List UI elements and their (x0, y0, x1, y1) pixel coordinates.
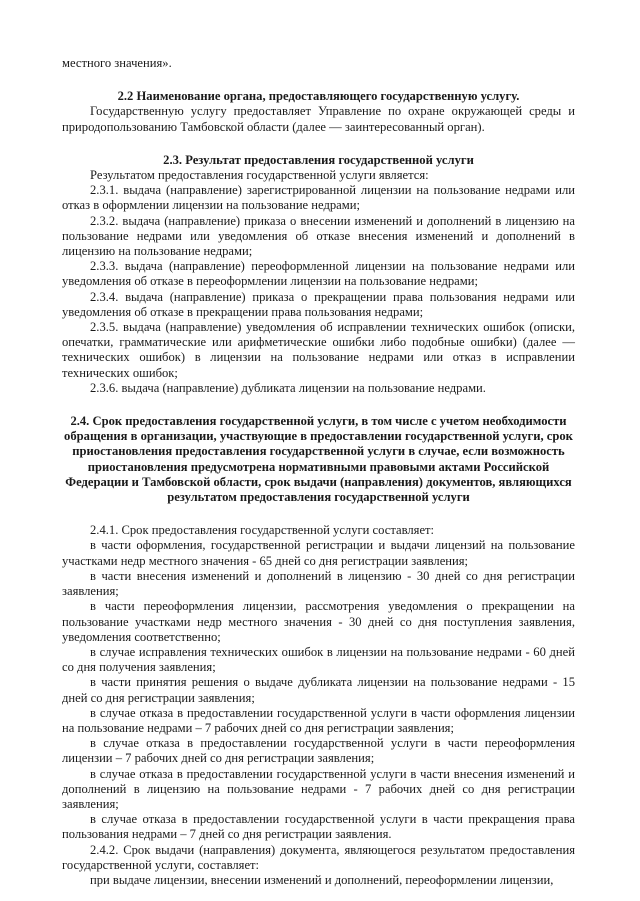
list-item: в случае отказа в предоставлении государственной услуги в части прекращения права пользования недрами – 7 дней со дня регистрации заявления. (62, 812, 575, 842)
list-item-2-3-2: 2.3.2. выдача (направление) приказа о внесении изменений и дополнений в лицензию на пользование недрами или уведомления об отказе внесения изменений и дополнений в лицензию на пользование недрами; (62, 213, 575, 259)
list-item-2-3-4: 2.3.4. выдача (направление) приказа о прекращении права пользования недрами или уведомления об отказе в прекращении права пользования недрами; (62, 289, 575, 319)
list-item: в части принятия решения о выдаче дубликата лицензии на пользование недрами - 15 дней со дня регистрации заявления; (62, 675, 575, 705)
list-item: в случае отказа в предоставлении государственной услуги в части оформления лицензии на пользование недрами – 7 рабочих дней со дня регистрации заявления; (62, 705, 575, 735)
list-item-2-3-5: 2.3.5. выдача (направление) уведомления об исправлении технических ошибок (описки, опечатки, грамматические или арифметические ошибки либо подобные ошибки) (далее — технических ошибок) в лицензии на пользование недрами или отказ в исправлении технических ошибок; (62, 320, 575, 380)
list-item-2-3-3: 2.3.3. выдача (направление) переоформленной лицензии на пользование недрами или уведомления об отказе в переоформлении лицензии на пользование недрами; (62, 259, 575, 289)
paragraph: Результатом предоставления государственной услуги является: (90, 168, 429, 183)
list-item: в части оформления, государственной регистрации и выдачи лицензий на пользование участками недр местного значения - 65 дней со дня регистрации заявления; (62, 538, 575, 568)
list-item: при выдаче лицензии, внесении изменений и дополнений, переоформлении лицензии, (90, 872, 554, 887)
paragraph: Государственную услугу предоставляет Управление по охране окружающей среды и природопользованию Тамбовской области (далее — заинтересованный орган). (62, 104, 575, 134)
section-heading-2-3: 2.3. Результат предоставления государственной услуги (163, 152, 474, 167)
list-item: в случае отказа в предоставлении государственной услуги в части переоформления лицензии – 7 рабочих дней со дня регистрации заявления; (62, 736, 575, 766)
list-item: в части внесения изменений и дополнений в лицензию - 30 дней со дня регистрации заявления; (62, 568, 575, 599)
document-page (62, 56, 575, 888)
list-item: в случае исправления технических ошибок в лицензии на пользование недрами - 60 дней со дня получения заявления; (62, 644, 575, 675)
paragraph-continuation: местного значения». (62, 56, 172, 70)
section-heading-2-2: 2.2 Наименование органа, предоставляющего государственную услугу. (117, 89, 520, 104)
list-item: в случае отказа в предоставлении государственной услуги в части внесения изменений и дополнений в лицензию на пользование недрами - 7 рабочих дней со дня регистрации заявления; (62, 766, 575, 811)
paragraph-2-4-1: 2.4.1. Срок предоставления государственной услуги составляет: (90, 523, 435, 538)
list-item-2-3-6: 2.3.6. выдача (направление) дубликата лицензии на пользование недрами. (90, 380, 486, 395)
list-item-2-3-1: 2.3.1. выдача (направление) зарегистрированной лицензии на пользование недрами или отказ в оформлении лицензии на пользование недрами; (62, 183, 575, 213)
list-item: в части переоформления лицензии, рассмотрения уведомления о прекращении на пользование участками недр местного значения - 30 дней со дня поступления заявления, уведомления соответственно; (62, 599, 575, 644)
paragraph-2-4-2: 2.4.2. Срок выдачи (направления) документа, являющегося результатом предоставления государственной услуги, составляет: (62, 842, 575, 872)
section-heading-2-4: 2.4. Срок предоставления государственной услуги, в том числе с учетом необходимости обращения в организации, участвующие в предоставлении государственной услуги, срок приостановления предоставления государственной услуги в случае, если возможность приостановления предусмотрена нормативными правовыми актами Российской Федерации и Тамбовской области, срок выдачи (направления) документов, являющихся результатом предоставления государственной услуги (64, 414, 573, 505)
